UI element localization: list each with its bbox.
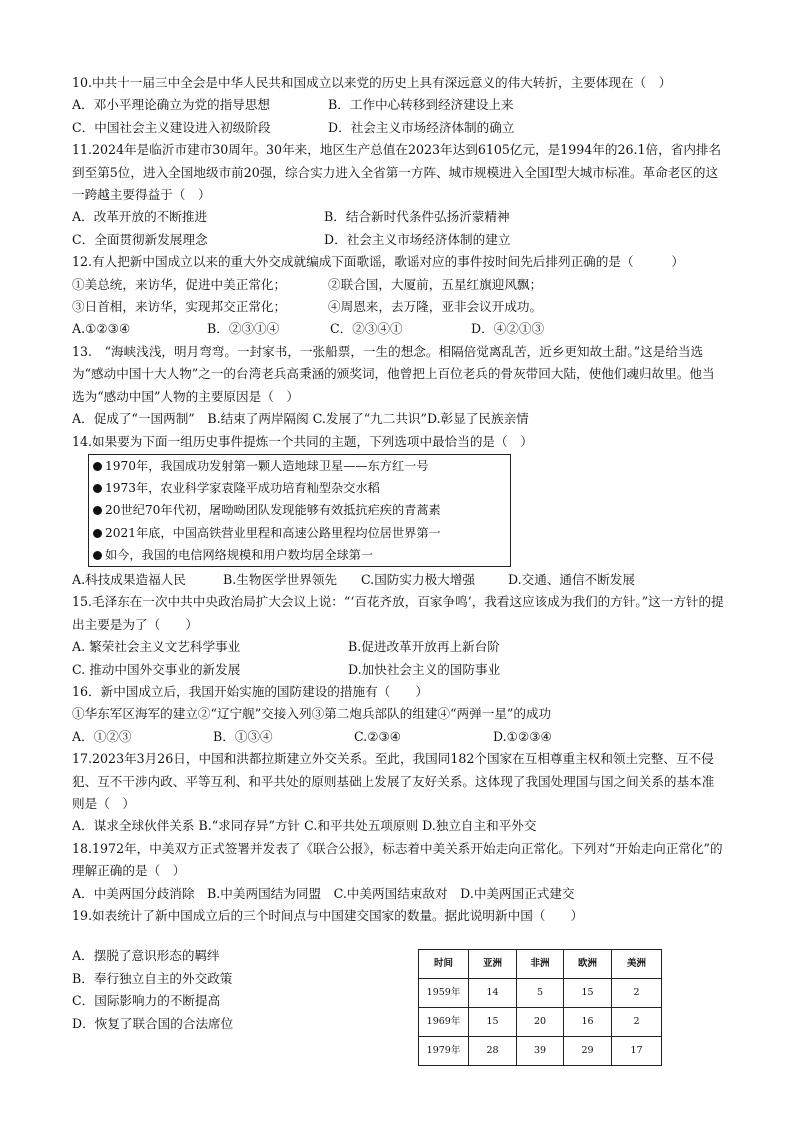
question-10	[72, 72, 726, 139]
question-17-stem: 17.2023年3月26日，中国和洪都拉斯建立外交关系。至此，我国同182个国家在互相尊重主权和领土完整、互不侵犯、互不干涉内政、平等互利、和平共处的原则基础上发展了友好关系。这体现了我国处理国与国之间关系的基本准则是（ ）	[72, 751, 715, 811]
option-a[interactable]: A.①②③④	[72, 321, 131, 337]
option-d[interactable]: D.加快社会主义的国防事业	[348, 661, 501, 677]
question-15-stem: 15.毛泽东在一次中共中央政治局扩大会议上说：“‘百花齐放，百家争鸣’，我看这应该成为我们的方针。”这一方针的提出主要是为了（ ）	[72, 594, 724, 632]
question-19-stem: 19.如表统计了新中国成立后的三个时间点与中国建交国家的数量。据此说明新中国（ ）	[72, 908, 584, 924]
diplomatic-relations-table	[418, 949, 662, 1066]
question-19-options	[72, 945, 233, 1035]
option-a[interactable]: A．①②③	[72, 728, 132, 744]
question-16-stem: 16．新中国成立后，我国开始实施的国防建设的措施有（ ）	[72, 683, 429, 699]
question-10-stem: 10.中共十一届三中全会是中华人民共和国成立以来党的历史上具有深远意义的伟大转折，主要体现在（ ）	[72, 75, 672, 90]
question-11-options	[72, 206, 726, 228]
option-a[interactable]: A．改革开放的不断推进	[72, 209, 208, 225]
option-d[interactable]: D．恢复了联合国的合法席位	[72, 1015, 234, 1031]
option-b[interactable]: B．②③①④	[207, 321, 280, 337]
table-cell: 1979年	[419, 1037, 469, 1066]
table-cell: 39	[517, 1037, 564, 1066]
rhyme-item-2: ②联合国，大厦前，五星红旗迎风飘；	[328, 276, 543, 292]
question-13	[72, 341, 726, 431]
event-item: 1970年，我国成功发射第一颗人造地球卫星——东方红一号	[93, 455, 510, 477]
option-b[interactable]: B．工作中心转移到经济建设上来	[328, 97, 514, 113]
table-header-cell: 亚洲	[469, 950, 517, 979]
table-header-cell: 时间	[419, 950, 469, 979]
option-a[interactable]: A. 繁荣社会主义文艺科学事业	[72, 639, 241, 655]
option-b[interactable]: B.生物医学世界领先	[223, 571, 338, 587]
table-header-cell: 欧洲	[564, 950, 612, 979]
table-cell: 1959年	[419, 979, 469, 1008]
question-19-body	[72, 927, 726, 1077]
question-12-rhyme-2	[72, 296, 726, 318]
question-17	[72, 748, 726, 838]
question-19	[72, 905, 726, 1077]
option-d[interactable]: D．④②①③	[471, 321, 545, 337]
table-row	[419, 1008, 662, 1037]
question-12-options	[72, 318, 726, 340]
option-b[interactable]: B．①③④	[213, 728, 273, 744]
question-10-options	[72, 94, 726, 116]
bullet-icon	[93, 551, 102, 560]
option-c[interactable]: C．全面贯彻新发展理念	[72, 231, 208, 247]
table-cell: 2	[612, 1008, 662, 1037]
bullet-icon	[93, 529, 102, 538]
table-cell: 16	[564, 1008, 612, 1037]
option-c[interactable]: C．②③④①	[330, 321, 403, 337]
table-cell: 15	[564, 979, 612, 1008]
table-cell: 2	[612, 979, 662, 1008]
option-d[interactable]: D.①②③④	[493, 728, 552, 744]
rhyme-item-4: ④周恩来，去万隆，亚非会议开成功。	[328, 299, 543, 315]
option-c[interactable]: C.国防实力极大增强	[361, 571, 475, 587]
question-14-stem: 14.如果要为下面一组历史事件提炼一个共同的主题，下列选项中最恰当的是（ ）	[72, 433, 533, 449]
event-item: 2021年底，中国高铁营业里程和高速公路里程均位居世界第一	[93, 522, 510, 544]
event-item: 如今，我国的电信网络规模和用户数均居全球第一	[93, 544, 510, 566]
option-a[interactable]: A．邓小平理论确立为党的指导思想	[72, 97, 271, 113]
option-b[interactable]: B.促进改革开放再上新台阶	[348, 639, 500, 655]
option-c[interactable]: C.②③④	[354, 728, 402, 744]
table-cell: 1969年	[419, 1008, 469, 1037]
question-18	[72, 838, 726, 905]
table-cell: 14	[469, 979, 517, 1008]
question-18-options[interactable]: A．中美两国分歧消除 B.中美两国结为同盟 C.中美两国结束敌对 D.中美两国正式建交	[72, 885, 575, 901]
table-cell: 20	[517, 1008, 564, 1037]
table-row	[419, 979, 662, 1008]
question-12-stem: 12.有人把新中国成立以来的重大外交成就编成下面歌谣，歌谣对应的事件按时间先后排列正确的是（ ）	[72, 254, 684, 270]
option-a[interactable]: A.科技成果造福人民	[72, 571, 186, 587]
question-16-items: ①华东军区海军的建立②“辽宁舰”交接入列③第二炮兵部队的组建④“两弹一星”的成功	[72, 706, 552, 722]
table-cell: 28	[469, 1037, 517, 1066]
event-list-box	[88, 454, 511, 567]
table-header-cell: 非洲	[517, 950, 564, 979]
bullet-icon	[93, 462, 102, 471]
exam-page	[72, 72, 726, 1077]
option-d[interactable]: D.交通、通信不断发展	[508, 571, 635, 587]
option-b[interactable]: B．结合新时代条件弘扬沂蒙精神	[324, 209, 510, 225]
bullet-icon	[93, 506, 102, 515]
question-13-stem: 13. “海峡浅浅，明月弯弯。一封家书，一张船票，一生的想念。相隔倍觉离乱苦，近乡更知故土甜。”这是给当选为“感动中国十大人物”之一的台湾老兵高秉涵的颁奖词，他曾把上百位老兵的骨灰带回大陆，使他们魂归故里。他当选为“感动中国”人物的主要原因是（ ）	[72, 343, 715, 404]
question-14	[72, 431, 726, 592]
question-13-options[interactable]: A．促成了“一国两制” B.结束了两岸隔阂 C.发展了“九二共识”D.彰显了民族亲情	[72, 411, 529, 427]
table-header-cell: 美洲	[612, 950, 662, 979]
table-cell: 29	[564, 1037, 612, 1066]
option-c[interactable]: C．中国社会主义建设进入初级阶段	[72, 119, 271, 135]
option-b[interactable]: B．奉行独立自主的外交政策	[72, 970, 233, 986]
table-cell: 15	[469, 1008, 517, 1037]
option-d[interactable]: D．社会主义市场经济体制的建立	[324, 231, 511, 247]
question-15-options	[72, 636, 726, 658]
event-item: 20世纪70年代初，屠呦呦团队发现能够有效抵抗疟疾的青蒿素	[93, 499, 510, 521]
event-item: 1973年，农业科学家袁隆平成功培育籼型杂交水稻	[93, 477, 510, 499]
table-row	[419, 1037, 662, 1066]
question-16-options	[72, 726, 726, 748]
option-c[interactable]: C．国际影响力的不断提高	[72, 993, 221, 1009]
question-11-options-2	[72, 229, 726, 251]
rhyme-item-3: ③日首相，来访华，实现邦交正常化；	[72, 299, 287, 315]
question-11-stem: 11.2024年是临沂市建市30周年。30年来，地区生产总值在2023年达到6105亿元，是1994年的26.1倍，省内排名到至第5位，进入全国地级市前20强，综合实力进入全省第一方阵、城市规模进入全国Ⅰ型大城市标准。革命老区的这一跨越主要得益于（ ）	[72, 142, 722, 203]
table-cell: 5	[517, 979, 564, 1008]
table-header-row	[419, 950, 662, 979]
question-15	[72, 591, 726, 681]
question-12	[72, 251, 726, 341]
question-16	[72, 681, 726, 748]
question-15-options-2	[72, 659, 726, 681]
bullet-icon	[93, 484, 102, 493]
table-cell: 17	[612, 1037, 662, 1066]
question-10-options-2	[72, 117, 726, 139]
option-c[interactable]: C. 推动中国外交事业的新发展	[72, 661, 241, 677]
option-a[interactable]: A．摆脱了意识形态的羁绊	[72, 948, 220, 964]
question-12-rhyme-1	[72, 274, 726, 296]
option-d[interactable]: D．社会主义市场经济体制的确立	[328, 119, 515, 135]
question-11	[72, 139, 726, 251]
question-17-options[interactable]: A．谋求全球伙伴关系 B.“求同存异”方针 C.和平共处五项原则 D.独立自主和平外交	[72, 818, 537, 834]
question-14-options	[72, 569, 726, 591]
rhyme-item-1: ①美总统，来访华，促进中美正常化；	[72, 276, 287, 292]
question-18-stem: 18.1972年，中美双方正式签署并发表了《联合公报》，标志着中美关系开始走向正常化。下列对“开始走向正常化”的理解正确的是（ ）	[72, 840, 723, 879]
